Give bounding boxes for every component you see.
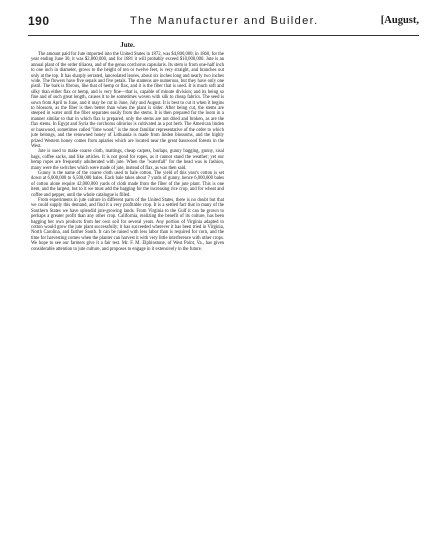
page-header (28, 14, 419, 30)
issue-month: [August, (380, 15, 419, 26)
journal-title: The Manufacturer and Builder. (130, 15, 319, 27)
article-paragraph: Jute is used to make coarse cloth, mattings, cheap carpets, burlaps, gunny bagging, gunny, sisal bags, coffee sacks, and like articles. It is not good for ropes, as it cannot stand the weather; yet our hemp ropes are frequently adulterated with jute. When the "waterfall" for the head was in fashion, many were the switches which were made of jute, instead of flax, as was then said. (31, 149, 224, 171)
article-paragraph: Gunny is the name of the coarse cloth used to bale cotton. The yield of this year's cotton is set down at 6,000,000 to 6,500,000 bales. Each bale takes about 7 yards of gunny, hence 6,000,000 bales of cotton alone require 42,000,000 yards of cloth made from the fiber of the jute plant. This is one item, and the largest, but to it we must add the bagging for the increasing rice crop, and for wheat and coffee and pepper, until the whole catalogue is filled. (31, 170, 224, 198)
article-paragraph: The amount paid for Jute imported into the United States in 1872, was $4,800,000; in 1860, for the year ending June 30, it was $2,800,000, and for 1881 it will probably exceed $10,000,000. Jute is an annual plant of the order tiliacea, and of the genus corchorus capsularis. Its stem is from one-half inch to one inch in diameter, grows to the height of ten or twelve feet, is very straight, and branches out only at the top. It has sharply serrated, lanceolated leaves, about six inches long and nearly two inches wide. The flowers have five sepals and five petals. The stamens are numerous, but they have only one pistil. The bark is fibrous, like that of hemp or flax, and it is the fiber that is used. It is much soft and silky than either flax or hemp, and is very fine—that is, capable of minute division; and its being so fine and of such great length, causes it to be sometimes woven with silk to cheap fabrics. The seed is sown from April to June, and it may be cut in June, July and August. It is best to cut it when it begins to blossom, as the fiber is then better than when the plant is older. After being cut, the stems are steeped in water until the fiber separates easily from the stems. It is then prepared for the loom in a manner similar to that in which flax is prepared, only the stems are not dried and broken, as are the flax stems. In Egypt and Syria the corchorus olitorius is cultivated as a pot herb. The American linden or basswood, sometimes called "lime wood," is the most familiar representative of the order to which jute belongs, and the renowned honey of Lithuania is made from linden blossoms, and the highly prized Western honey comes from apiaries which are located near the great basswood forests in the West. (31, 52, 224, 149)
page-number: 190 (28, 14, 50, 28)
article-column (31, 40, 224, 252)
article-paragraph: From experiments in jute culture in different parts of the United States, there is no doubt but that we could supply this demand, and find it a very profitable crop. It is a settled fact that in many of the Southern States we have splendid jute-growing lands. From Virginia to the Gulf it can be grown to perhaps a greater profit than any other crop. California, realizing the benefit of its culture, has been bagging her own products from her own soil for several years. Any portion of Virginia adapted to cotton would grow the jute plant successfully; it has succeeded wherever it has been tried in Virginia, North Carolina, and farther South. It can be raised with less labor than is required for corn, and the time for harvesting comes when the planter can harvest it with very little interference with other crops. We hope to see our farmers give it a fair test. Mr. F. M. Elphinstone, of West Point, Va., has given considerable attention to jute culture, and proposes to engage in it extensively in the future. (31, 197, 224, 252)
article-title: Jute. (120, 41, 135, 49)
header-rule (28, 35, 419, 36)
